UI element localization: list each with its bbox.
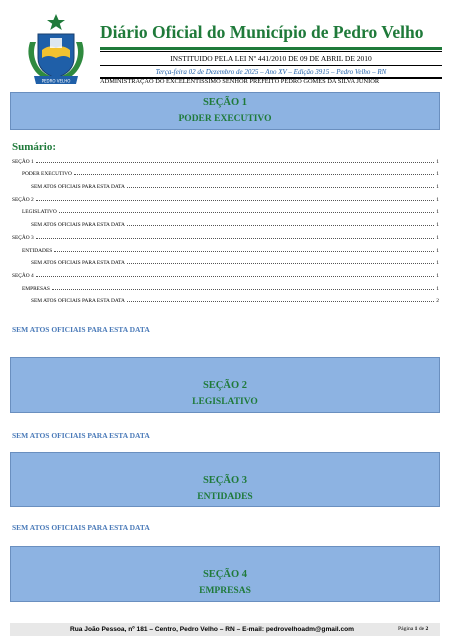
page-word: Página [398,626,414,632]
toc-label: SEÇÃO 4 [12,272,34,279]
toc-label: LEGISLATIVO [22,209,57,216]
edition-line: Terça-feira 02 de Dezembro de 2025 – Ano XV – Edição 3915 – Pedro Velho – RN [155,68,387,76]
toc-page: 1 [436,196,439,203]
section-subheading: ENTIDADES [197,492,253,502]
table-of-contents [12,152,439,304]
no-acts-note: SEM ATOS OFICIAIS PARA ESTA DATA [12,523,150,532]
no-acts-note: SEM ATOS OFICIAIS PARA ESTA DATA [12,431,150,440]
toc-leader [36,238,435,239]
toc-leader [36,162,435,163]
toc-entry[interactable] [12,177,439,190]
toc-label: SEÇÃO 3 [12,234,34,241]
toc-entry[interactable] [12,292,439,305]
toc-page: 1 [436,222,439,229]
section-heading: SEÇÃO 4 [202,569,248,580]
toc-label: PODER EXECUTIVO [22,171,72,178]
toc-label: SEM ATOS OFICIAIS PARA ESTA DATA [31,222,125,229]
toc-page: 1 [436,184,439,191]
toc-entry[interactable] [12,190,439,203]
toc-label: ENTIDADES [22,247,53,254]
section-4-banner [10,546,440,602]
toc-label: EMPRESAS [22,285,50,292]
toc-entry[interactable] [12,152,439,165]
section-1-banner [10,92,440,130]
title-rule [100,47,442,50]
law-line: INSTITUIDO PELA LEI Nº 441/2010 DE 09 DE ABRIL DE 2010 [170,54,372,63]
toc-entry[interactable] [12,165,439,178]
section-3-banner [10,452,440,507]
section-2-banner [10,357,440,413]
section-heading: SEÇÃO 2 [202,380,248,391]
page-of: de [418,626,425,632]
section-heading: SEÇÃO 3 [202,475,248,486]
page-current: 1 [414,626,418,632]
toc-page: 1 [436,158,439,165]
toc-leader [127,263,434,264]
municipal-crest-icon [20,14,92,88]
toc-page: 1 [436,247,439,254]
toc-page: 1 [436,260,439,267]
administration-line: ADMINISTRAÇÃO DO EXCELENTISSIMO SENHOR PREFEITO PEDRO GOMES DA SILVA JUNIOR [100,78,380,85]
no-acts-note: SEM ATOS OFICIAIS PARA ESTA DATA [12,325,150,334]
toc-entry[interactable] [12,254,439,267]
toc-label: SEM ATOS OFICIAIS PARA ESTA DATA [31,260,125,267]
section-subheading: EMPRESAS [199,586,251,596]
toc-entry[interactable] [12,241,439,254]
page-indicator [398,626,428,632]
section-subheading: PODER EXECUTIVO [178,114,272,124]
toc-entry[interactable] [12,279,439,292]
toc-leader [36,276,435,277]
toc-leader [36,200,435,201]
toc-leader [127,187,434,188]
section-subheading: LEGISLATIVO [192,397,258,407]
toc-leader [52,289,434,290]
toc-label: SEM ATOS OFICIAIS PARA ESTA DATA [31,184,125,191]
divider [100,65,442,66]
toc-page: 2 [436,298,439,305]
summary-title: Sumário: [12,141,56,153]
toc-page: 1 [436,234,439,241]
crest-banner-text: PEDRO VELHO [41,78,71,84]
toc-label: SEÇÃO 1 [12,158,34,165]
divider [100,51,442,52]
footer-address: Rua João Pessoa, nº 181 – Centro, Pedro Velho – RN – E-mail: pedrovelhoadm@gmail.com [70,626,355,633]
toc-leader [127,225,434,226]
toc-leader [127,301,434,302]
toc-entry[interactable] [12,215,439,228]
toc-leader [74,174,434,175]
toc-entry[interactable] [12,266,439,279]
gazette-title: Diário Oficial do Município de Pedro Velho [100,22,424,42]
toc-page: 1 [436,171,439,178]
toc-page: 1 [436,209,439,216]
toc-leader [54,251,434,252]
page-total: 2 [425,626,429,632]
section-heading: SEÇÃO 1 [202,97,248,108]
toc-leader [59,212,435,213]
toc-label: SEÇÃO 2 [12,196,34,203]
toc-page: 1 [436,285,439,292]
toc-page: 1 [436,272,439,279]
toc-entry[interactable] [12,228,439,241]
toc-label: SEM ATOS OFICIAIS PARA ESTA DATA [31,298,125,305]
toc-entry[interactable] [12,203,439,216]
